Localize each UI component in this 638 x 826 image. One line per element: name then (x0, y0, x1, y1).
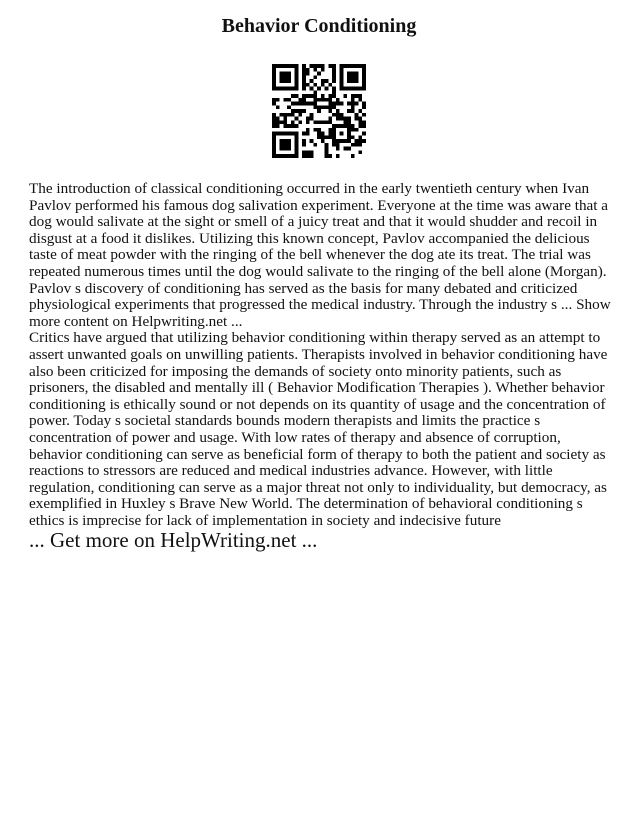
qr-code-icon (272, 64, 366, 158)
essay-paragraph-2: Critics have argued that utilizing behavior conditioning within therapy served as an attempt to assert unwanted goals on unwilling patients. Therapists involved in behavior conditioning have also been criticized for imposing the demands of society onto minority patients, such as prisoners, the disabled and mentally ill ( Behavior Modification Therapies ). Whether behavior conditioning is ethically sound or not depends on its quantity of usage and the concentration of power. Today s societal standards bounds modern therapists and limits the practice s concentration of power and usage. With low rates of therapy and absence of corruption, behavior conditioning can serve as beneficial form of therapy to both the patient and society as reactions to stressors are reduced and medical industries advance. However, with little regulation, conditioning can serve as a major threat not only to individuality, but democracy, as exemplified in Huxley s Brave New World. The determination of behavioral conditioning s ethics is imprecise for lack of implementation in society and indecisive future (29, 329, 608, 529)
essay-body (29, 181, 611, 529)
page-title: Behavior Conditioning (221, 15, 417, 37)
essay-paragraph-1: The introduction of classical conditioning occurred in the early twentieth century when Ivan Pavlov performed his famous dog salivation experiment. Everyone at the time was aware that a dog would salivate at the sight or smell of a juicy treat and that it would shudder and recoil in disgust at a food it dislikes. Utilizing this known concept, Pavlov accompanied the delicious taste of meat powder with the ringing of the bell whenever the dog ate its treat. The trial was repeated numerous times until the dog would salivate to the ringing of the bell alone (Morgan). Pavlov s discovery of conditioning has served as the basis for many debated and criticized physiological experiments that progressed the medical industry. Through the industry s ... Show more content on Helpwriting.net ... (29, 180, 611, 330)
get-more-link[interactable]: ... Get more on HelpWriting.net ... (29, 528, 318, 552)
